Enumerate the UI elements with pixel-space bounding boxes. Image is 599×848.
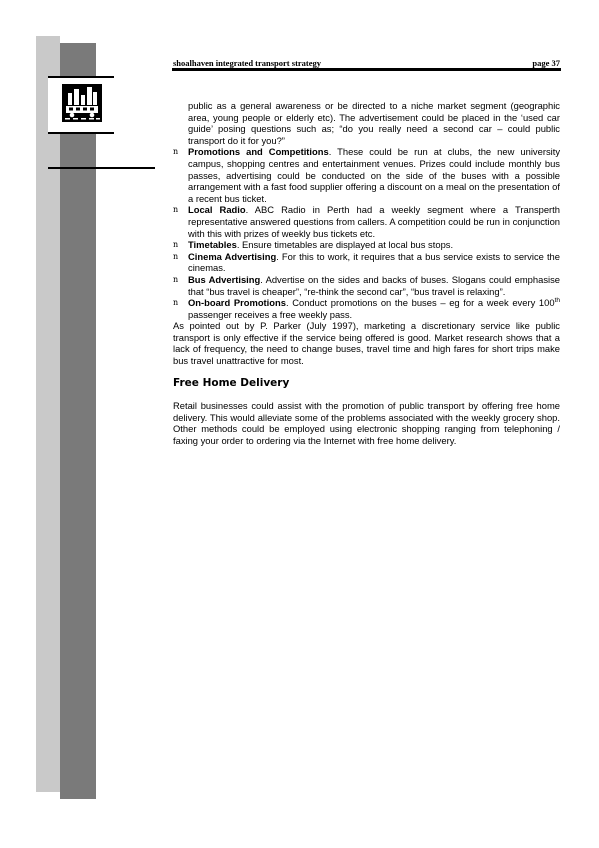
bullet-onboard-promotions <box>173 297 560 320</box>
bullet-marker: n <box>173 240 179 250</box>
bullet-text: . Ensure timetables are displayed at local bus stops. <box>236 239 454 251</box>
transport-logo-icon <box>62 84 102 122</box>
ordinal-suffix: th <box>554 296 560 304</box>
page-number: page 37 <box>532 58 560 68</box>
bullet-text: . These could be run at clubs, the new university campus, shopping centres and entertainment venues. Prizes could include monthly bus passes, advertising could be conducted on the side of the buses with a possible arrangement with a fast food supplier offering a discount on a meal on the presentation of a recent bus ticket. <box>188 146 561 204</box>
bullet-marker: n <box>173 298 179 308</box>
margin-bar-light <box>36 36 60 792</box>
bullet-timetables <box>173 239 560 251</box>
bullet-label: Cinema Advertising <box>188 250 277 262</box>
bullet-label: Bus Advertising <box>188 273 261 285</box>
parker-paragraph: As pointed out by P. Parker (July 1997), marketing a discretionary service like public transport is only effective if the service being offered is good. Market research shows that a lack of frequency, the need to change buses, travel time and high fares for short trips make bus travel unattractive for most. <box>173 320 560 367</box>
bullet-bus-advertising <box>173 274 560 297</box>
bullet-marker: n <box>173 147 179 157</box>
bullet-marker: n <box>173 274 179 284</box>
bullet-promotions <box>173 146 560 204</box>
running-header-title: shoalhaven integrated transport strategy <box>173 58 322 68</box>
bullet-label: Local Radio <box>188 204 246 216</box>
logo-tab-rule-bottom <box>48 132 114 134</box>
bullet-local-radio <box>173 204 560 239</box>
bullet-marker: n <box>173 251 179 261</box>
bullet-label: On-board Promotions <box>188 297 286 309</box>
margin-bar-dark <box>60 43 96 799</box>
bullet-cinema-advertising <box>173 251 560 274</box>
logo-tab-rule-top <box>48 76 114 78</box>
page-body <box>173 100 560 458</box>
delivery-paragraph: Retail businesses could assist with the promotion of public transport by offering free home delivery. This would alleviate some of the problems associated with the weekly grocery shop. Other methods could be employed using electronic shopping ranging from telephoning / faxing your order to ordering via the Internet with free home delivery. <box>173 400 560 447</box>
bullet-text-continued: passenger receives a free weekly pass. <box>188 308 353 320</box>
bullet-text: . For this to work, it requires that a bus service exists to service the cinemas. <box>188 250 560 274</box>
margin-rule <box>48 167 155 169</box>
bullet-text: . ABC Radio in Perth had a weekly segment where a Transperth representative answered questions from callers. A competition could be run in conjunction with this with prizes of weekly bus tickets etc. <box>188 204 560 239</box>
bullet-marker: n <box>173 205 179 215</box>
intro-paragraph: public as a general awareness or be directed to a niche market segment (geographic area, young people or elderly etc). The advertisement could be placed in the ‘used car guide’ posing questions such as; “do you really need a second car – could public transport do it for you?” <box>188 100 560 146</box>
bullet-text: . Advertise on the sides and backs of buses. Slogans could emphasise that “bus travel is cheaper”, “re-think the second car”, “bus travel is relaxing”. <box>188 273 560 297</box>
bullet-text: . Conduct promotions on the buses – eg for a week every 100 <box>285 297 555 309</box>
header-rule <box>172 68 561 71</box>
bullet-label: Promotions and Competitions <box>188 146 329 158</box>
section-heading: Free Home Delivery <box>173 376 290 389</box>
bullet-label: Timetables <box>188 239 237 251</box>
